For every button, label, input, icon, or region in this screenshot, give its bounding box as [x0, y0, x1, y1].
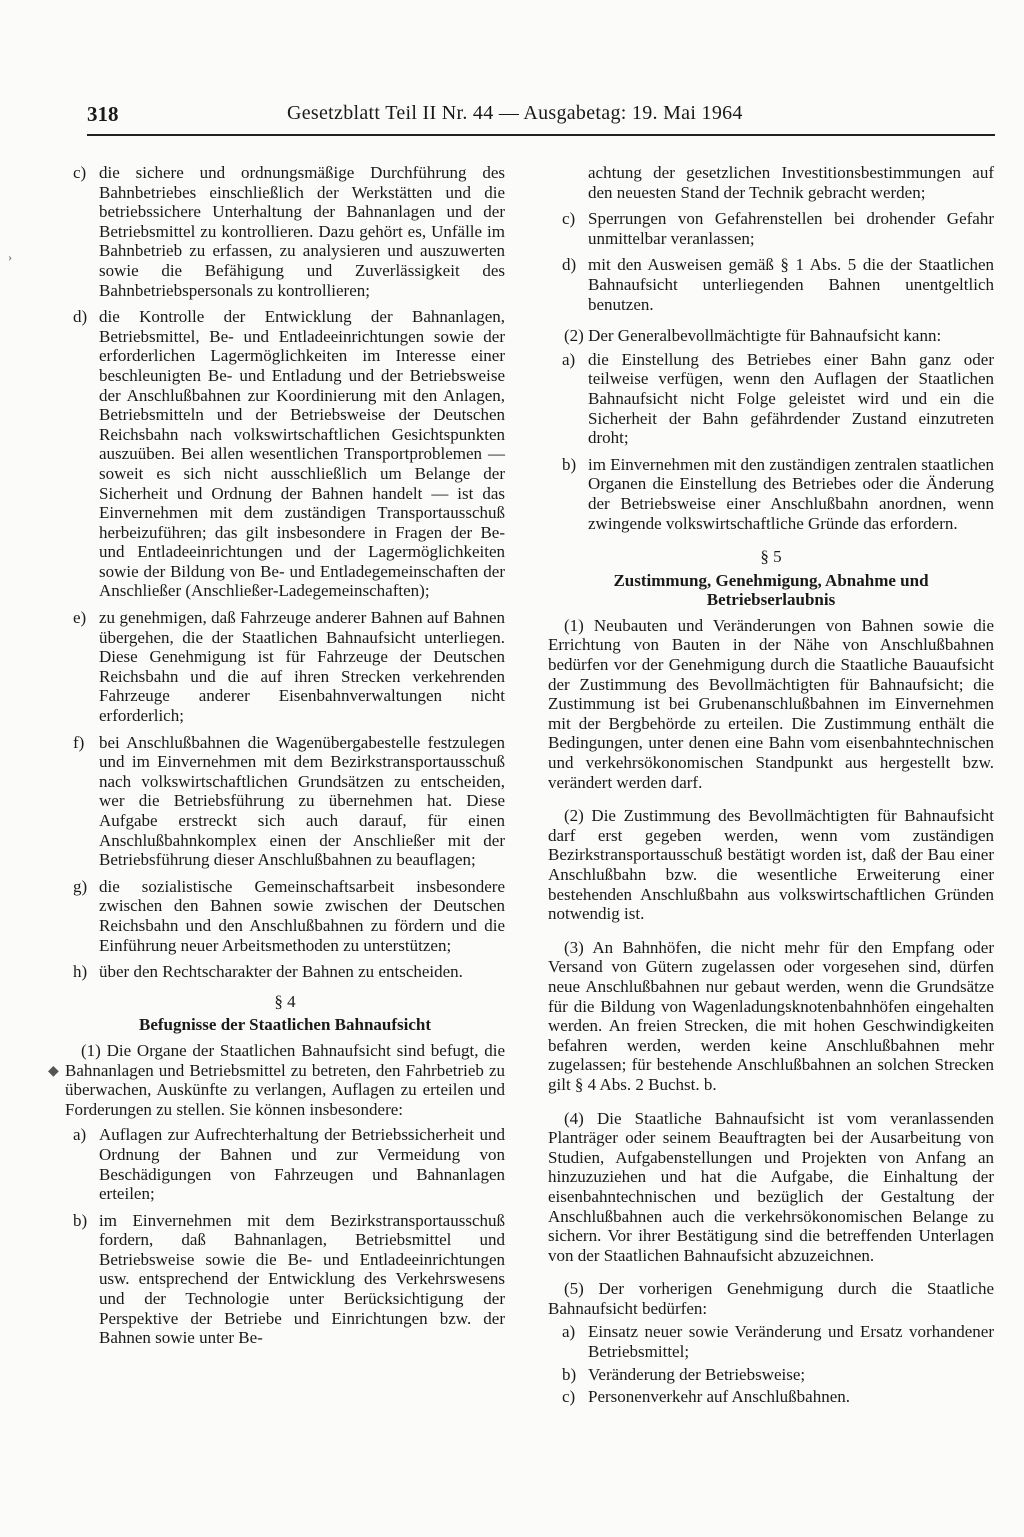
paragraph: (1) Die Organe der Staatlichen Bahnaufsicht sind befugt, die Bahnanlagen und Betriebsmittel zu betreten, den Fahrbetrieb zu überwachen, Auskünfte zu verlangen, Auflagen zu erteilen und Forderungen zu stellen. Sie können insbesondere: [65, 1040, 505, 1119]
left-column [65, 163, 505, 1355]
paragraph: (2) Der Generalbevollmächtigte für Bahnaufsicht kann: [564, 326, 942, 346]
paragraph: (2) Die Zustimmung des Bevollmächtigten für Bahnaufsicht darf erst gegeben werden, wenn vom zuständigen Bezirkstransportausschuß bestätigt worden ist, daß der Bau einer Anschlußbahn bzw. die wesentliche Erweiterung einer bestehenden Anschlußbahn aus volkswirtschaftlichen Gründen notwendig ist. [548, 806, 994, 924]
list-item-continuation: achtung der gesetzlichen Investitionsbestimmungen auf den neuesten Stand der Technik gebracht werden; [588, 163, 994, 202]
paragraph: (1) Neubauten und Veränderungen von Bahnen sowie die Errichtung von Bauten in der Nähe von Anschlußbahnen bedürfen vor der Genehmigung durch die Staatliche Bauaufsicht der Zustimmung des Bevollmächtigten für Bahnaufsicht; die Zustimmung ist bei Grubenanschlußbahnen im Einvernehmen mit der Bergbehörde zu erteilen. Die Zustimmung enthält die Bedingungen, unter denen eine Bahn vom eisenbahntechnischen und verkehrsökonomischen Standpunkt aus hergestellt bzw. verändert werden darf. [548, 615, 994, 792]
page-number: 318 [87, 102, 119, 126]
list-item: g) die sozialistische Gemeinschaftsarbeit insbesondere zwischen den Bahnen sowie zwischen der Deutschen Reichsbahn und den Anschlußbahnen zu fördern und die Einführung neuer Arbeitsmethoden zu unterstützen; [73, 876, 505, 955]
section-number: § 4 [274, 991, 296, 1011]
margin-mark: › [8, 250, 12, 264]
paragraph: (4) Die Staatliche Bahnaufsicht ist vom veranlassenden Planträger oder seinem Beauftragten bei der Ausarbeitung von Studien, Aufgabenstellungen und Projekten von Anfang an hinzuzuziehen und hat die Aufgabe, die Einhaltung der eisenbahntechnischen und bezüglich der Gestaltung der Anschlußbahnen auch die verkehrsökonomischen Belange zu sichern. Vor ihrer Bestätigung sind die betreffenden Unterlagen von der Staatlichen Bahnaufsicht abzuzeichnen. [548, 1108, 994, 1265]
paragraph: (3) An Bahnhöfen, die nicht mehr für den Empfang oder Versand von Gütern zugelassen oder vorgesehen sind, dürfen neue Anschlußbahnen nur gebaut werden, wenn die Grundsätze für die Bildung von Wagenladungsknotenbahnhöfen eingehalten werden. An freien Strecken, die mit hohen Geschwindigkeiten befahren werden, werden keine Anschlußbahnen mehr zugelassen; für bestehende Anschlußbahnen an solchen Strecken gilt § 4 Abs. 2 Buchst. b. [548, 937, 994, 1094]
list-item: h) über den Rechtscharakter der Bahnen zu entscheiden. [73, 962, 463, 982]
right-column [548, 163, 994, 1410]
paragraph: (5) Der vorherigen Genehmigung durch die Staatliche Bahnaufsicht bedürfen: [548, 1279, 994, 1318]
list-item: a) Einsatz neuer sowie Veränderung und Ersatz vorhandener Betriebsmittel; [562, 1322, 994, 1362]
page-header [87, 102, 995, 136]
header-rule [87, 134, 995, 136]
list-item: e) zu genehmigen, daß Fahrzeuge anderer Bahnen auf Bahnen übergehen, die der Staatlichen Bahnaufsicht unterliegen. Diese Genehmigung ist für Fahrzeuge der Deutschen Reichsbahn und die auf ihren Strecken verkehrenden Fahrzeuge anderer Eisenbahnverwaltungen nicht erforderlich; [73, 608, 505, 726]
list-item: c) Sperrungen von Gefahrenstellen bei drohender Gefahr unmittelbar veranlassen; [562, 209, 994, 248]
list-item: d) mit den Ausweisen gemäß § 1 Abs. 5 die der Staatlichen Bahnaufsicht unterliegenden Bahnen unentgeltlich benutzen. [562, 255, 994, 314]
list-item: f) bei Anschlußbahnen die Wagenübergabestelle festzulegen und im Einvernehmen mit dem Bezirkstransportausschuß nach volkswirtschaftlichen Grundsätzen zu entscheiden, wer die Betriebsführung zu übernehmen hat. Diese Aufgabe erstreckt sich auch darauf, für einen Anschlußbahnkomplex einen der Anschließer mit der Betriebsführung dieser Anschlußbahnen zu beauflagen; [73, 732, 505, 870]
header-title: Gesetzblatt Teil II Nr. 44 — Ausgabetag: 19. Mai 1964 [287, 102, 743, 124]
list-item: a) die Einstellung des Betriebes einer Bahn ganz oder teilweise verfügen, wenn den Auflagen der Staatlichen Bahnaufsicht nicht Folge geleistet wird und ein die Sicherheit der Bahn gefährdender Zustand einzutreten droht; [562, 349, 994, 448]
list-item: b) Veränderung der Betriebsweise; [562, 1364, 806, 1384]
list-item: b) im Einvernehmen mit den zuständigen zentralen staatlichen Organen die Einstellung des Betriebes oder die Änderung der Betriebsweise einer Anschlußbahn anordnen, wenn zwingende volkswirtschaftliche Gründe das erfordern. [562, 454, 994, 533]
list-item: d) die Kontrolle der Entwicklung der Bahnanlagen, Betriebsmittel, Be- und Entladeeinrichtungen sowie der erforderlichen Lagermöglichkeiten im Interesse einer beschleunigten Be- und Entladung und der Betriebsweise der Anschlußbahnen zur Koordinierung mit den Anlagen, Betriebsmitteln und der Betriebsweise der Deutschen Reichsbahn nach volkswirtschaftlichen Gesichtspunkten auszuüben. Bei allen wesentlichen Transportproblemen — soweit es sich nicht ausschließlich um Belange der Sicherheit und Ordnung der Bahnen handelt — ist das Einvernehmen mit dem zuständigen Transportausschuß herbeizuführen; das gilt insbesondere in Fragen der Be- und Entladeeinrichtungen und der Lagermöglichkeiten sowie der Bildung von Be- und Entladegemeinschaften der Anschließer (Anschließer-Ladegemeinschaften); [73, 307, 505, 601]
list-item: c) Personenverkehr auf Anschlußbahnen. [562, 1387, 851, 1407]
section-title: Befugnisse der Staatlichen Bahnaufsicht [138, 1015, 432, 1035]
list-item: c) die sichere und ordnungsmäßige Durchführung des Bahnbetriebes einschließlich der Werkstätten und die betriebssichere Unterhaltung der Bahnanlagen und der Betriebsmittel zu kontrollieren. Dazu gehört es, Unfälle im Bahnbetrieb zu erfassen, zu analysieren und auszuwerten sowie die Befähigung und Zuverlässigkeit des Bahnbetriebspersonals zu kontrollieren; [73, 163, 505, 300]
margin-mark: ◆ [48, 1064, 59, 1079]
section-number: § 5 [760, 547, 782, 567]
list-item: a) Auflagen zur Aufrechterhaltung der Betriebssicherheit und Ordnung der Bahnen und zur Vermeidung von Beschädigungen von Fahrzeugen und Bahnanlagen erteilen; [73, 1125, 505, 1204]
section-title: Zustimmung, Genehmigung, Abnahme und Betriebserlaubnis [613, 570, 929, 610]
list-item: b) im Einvernehmen mit dem Bezirkstransportausschuß fordern, daß Bahnanlagen, Betriebsmittel und Betriebsweise sowie die Be- und Entladeeinrichtungen usw. entsprechend der Entwicklung des Verkehrswesens und der Technologie unter Berücksichtigung der Perspektive der Betriebe und Einrichtungen bzw. der Bahnen sowie unter Be- [73, 1210, 505, 1348]
